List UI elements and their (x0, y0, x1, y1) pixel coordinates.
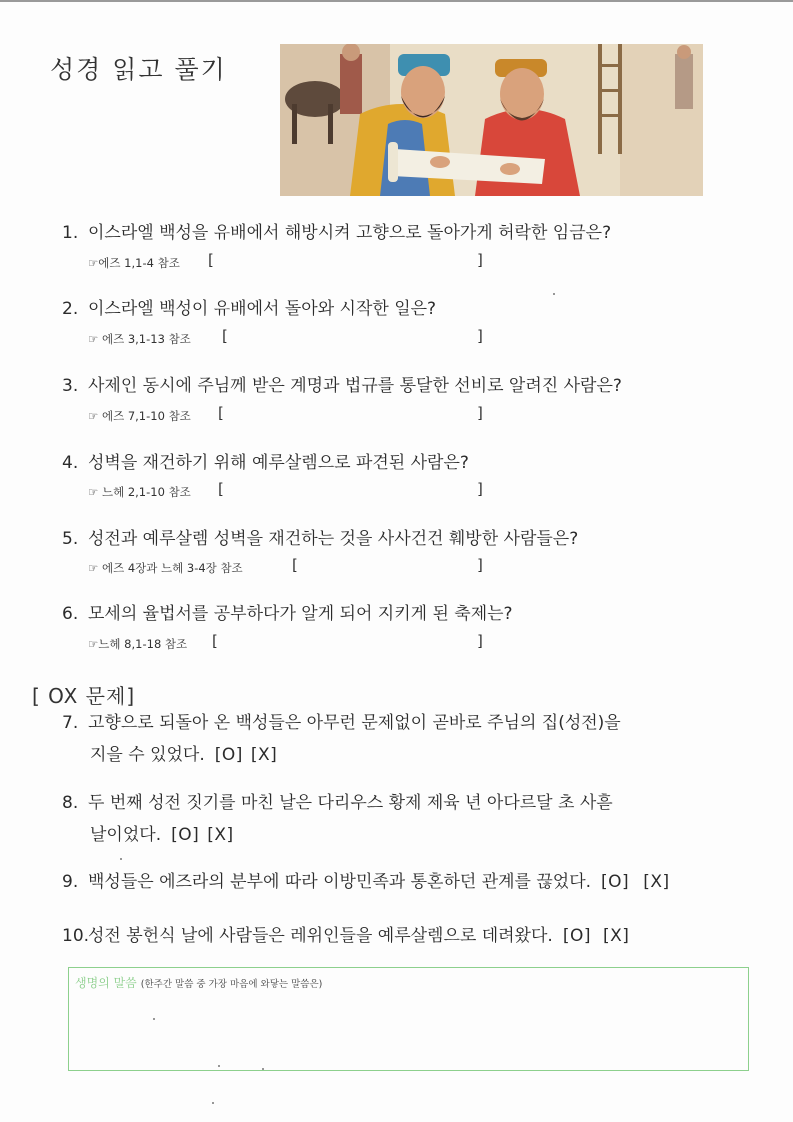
question-text-line1: 고향으로 되돌아 온 백성들은 아무런 문제없이 곧바로 주님의 집(성전)을 (88, 713, 621, 733)
word-of-life-note: (한주간 말씀 중 가장 마음에 와닿는 말씀은) (140, 979, 323, 990)
illustration (280, 44, 703, 196)
answer-bracket-close: ] (477, 632, 483, 650)
ox-question-7 (62, 707, 621, 771)
question-number: 8. (62, 793, 79, 813)
scan-speck (262, 1068, 264, 1070)
scan-speck (218, 1065, 220, 1067)
question-3-reference: ☞ 에즈 7,1-10 참조 (88, 409, 191, 423)
question-1 (62, 220, 611, 247)
question-number: 1. (62, 223, 79, 243)
question-number: 3. (62, 376, 79, 396)
answer-bracket-close: ] (477, 556, 483, 574)
page-title: 성경 읽고 풀기 (50, 55, 227, 84)
ox-section-header: [ OX 문제] (32, 684, 136, 708)
question-text: 사제인 동시에 주님께 받은 계명과 법규를 통달한 선비로 알려진 사람은? (88, 376, 622, 396)
answer-bracket-open: [ (292, 556, 298, 574)
question-number: 2. (62, 299, 79, 319)
ox-question-9 (62, 866, 670, 898)
word-of-life-label: 생명의 말씀 (75, 976, 137, 990)
scan-speck (553, 293, 555, 295)
ox-question-10 (62, 920, 629, 952)
question-text: 모세의 율법서를 공부하다가 알게 되어 지키게 된 축제는? (88, 604, 513, 624)
question-text: 성벽을 재건하기 위해 예루살렘으로 파견된 사람은? (88, 453, 469, 473)
question-5 (62, 526, 578, 553)
question-text: 백성들은 에즈라의 분부에 따라 이방민족과 통혼하던 관계를 끊었다. (88, 872, 592, 892)
question-text-line2: 지을 수 있었다. (90, 745, 205, 765)
question-text-line2: 날이었다. (90, 825, 162, 845)
scan-speck (120, 858, 122, 860)
question-text-line1: 두 번째 성전 짓기를 마친 날은 다리우스 황제 제육 년 아다르달 초 사흗 (88, 793, 613, 813)
answer-bracket-close: ] (477, 251, 483, 269)
question-5-reference: ☞ 에즈 4장과 느헤 3-4장 참조 (88, 561, 243, 575)
question-number: 5. (62, 529, 79, 549)
option-x[interactable]: [X] (602, 926, 630, 946)
top-border (0, 0, 793, 2)
option-o[interactable]: [O] (601, 872, 630, 892)
question-4-reference: ☞ 느헤 2,1-10 참조 (88, 485, 191, 499)
question-number: 6. (62, 604, 79, 624)
option-o[interactable]: [O] (171, 825, 200, 845)
scan-speck (212, 1102, 214, 1104)
scan-speck (153, 1018, 155, 1020)
answer-bracket-open: [ (222, 327, 228, 345)
question-text: 성전과 예루살렘 성벽을 재건하는 것을 사사건건 훼방한 사람들은? (88, 529, 579, 549)
question-4 (62, 450, 469, 477)
question-3 (62, 373, 622, 400)
word-of-life-title (75, 974, 322, 991)
ox-question-8 (62, 787, 613, 851)
question-number: 7. (62, 713, 79, 733)
answer-bracket-close: ] (477, 404, 483, 422)
question-text: 이스라엘 백성이 유배에서 돌아와 시작한 일은? (88, 299, 437, 319)
question-6 (62, 601, 513, 628)
question-text: 이스라엘 백성을 유배에서 해방시켜 고향으로 돌아가게 허락한 임금은? (88, 223, 612, 243)
word-of-life-box[interactable] (68, 967, 749, 1071)
question-number: 4. (62, 453, 79, 473)
option-x[interactable]: [X] (207, 825, 234, 845)
option-o[interactable]: [O] (214, 745, 243, 765)
answer-bracket-open: [ (212, 632, 218, 650)
question-2 (62, 296, 436, 323)
answer-bracket-open: [ (218, 404, 224, 422)
option-x[interactable]: [X] (250, 745, 278, 765)
question-2-reference: ☞ 에즈 3,1-13 참조 (88, 332, 191, 346)
question-text: 성전 봉헌식 날에 사람들은 레위인들을 예루살렘으로 데려왔다. (88, 926, 553, 946)
option-x[interactable]: [X] (643, 872, 670, 892)
answer-bracket-close: ] (477, 480, 483, 498)
question-6-reference: ☞느헤 8,1-18 참조 (88, 637, 188, 651)
question-number: 10. (62, 926, 90, 946)
question-number: 9. (62, 872, 79, 892)
question-1-reference: ☞에즈 1,1-4 참조 (88, 256, 180, 270)
option-o[interactable]: [O] (562, 926, 591, 946)
answer-bracket-open: [ (218, 480, 224, 498)
answer-bracket-close: ] (477, 327, 483, 345)
answer-bracket-open: [ (208, 251, 214, 269)
